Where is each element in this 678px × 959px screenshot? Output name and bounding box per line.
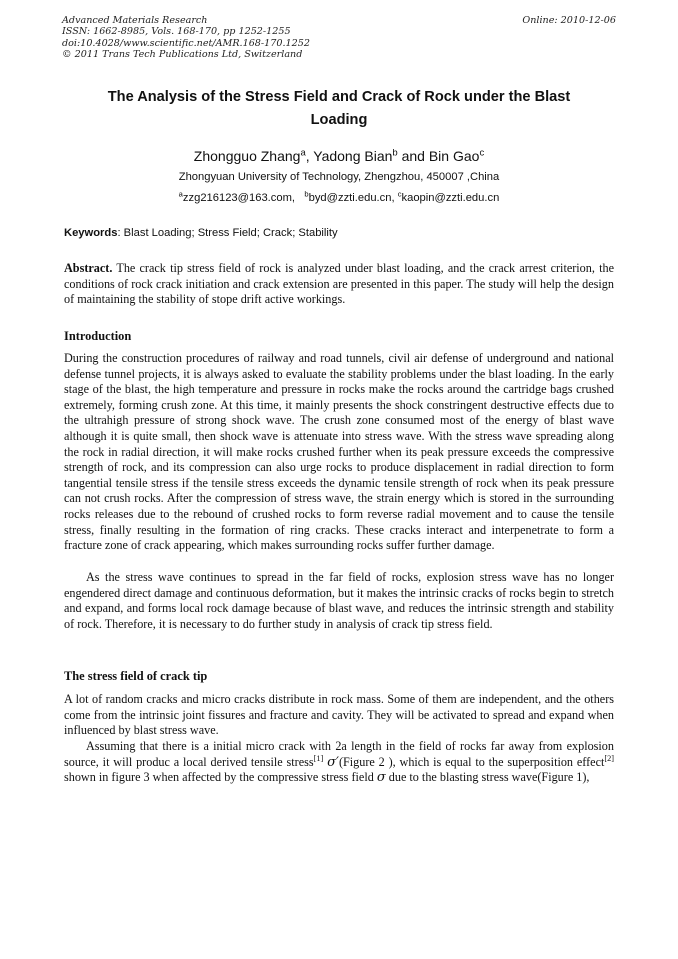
author-separator-1: ,: [305, 148, 314, 164]
journal-name: Advanced Materials Research: [62, 15, 208, 26]
doi-line: doi:10.4028/www.scientific.net/AMR.168-170.1252: [62, 37, 310, 49]
section-heading-stress-field: The stress field of crack tip: [64, 669, 208, 683]
abstract: [64, 261, 614, 308]
online-date: Online: 2010-12-06: [522, 15, 616, 26]
author-separator-2: and: [397, 148, 429, 164]
author-3-mark: c: [479, 147, 485, 159]
intro-paragraph-2: As the stress wave continues to spread in the far field of rocks, explosion stress wave has no longer engendered direct damage and continuous deformation, but it makes the intrinsic cracks of rocks begin to stretch and expand, and forms local rock damage because of blast wave, and reduces the intrinsic strength and stability of rock. Therefore, it is necessary to do further study in analysis of crack tip stress field.: [64, 570, 614, 631]
author-3: Bin Gao: [428, 148, 480, 164]
keywords-label: Keywords: [64, 227, 118, 239]
copyright-line: © 2011 Trans Tech Publications Ltd, Switzerland: [62, 48, 303, 60]
stress-paragraph-1: A lot of random cracks and micro cracks distribute in rock mass. Some of them are independent, and the others come from the intrinsic joint fissures and fracture and cavity. They will be activated to spread and expand when influenced by blast stress wave.: [64, 692, 614, 738]
email-a: zzg216123@163.com,: [182, 192, 296, 204]
citation-2: [2]: [604, 753, 615, 763]
author-1: Zhongguo Zhang: [193, 148, 301, 164]
stress-paragraph-2-text-c: shown in figure 3 when affected by the compressive stress field: [64, 770, 377, 785]
citation-1: [1]: [313, 753, 324, 763]
intro-paragraph-1: During the construction procedures of railway and road tunnels, civil air defense of underground and national defense tunnel projects, it is always asked to evaluate the stability problems under the blast loading. In the early stage of the blast, the high temperature and pressure in rocks make the rocks around the cartridge bags crushed extremely, forming crush zone. At this time, it mainly presents the shock constringent destructive effects due to the ultrahigh pressure of strong shock wave. The crush zone consumed most of the energy of blast wave although it is quite small, then shock wave is attenuate into stress wave. With the stress wave spreading along the rock in radial direction, it will make rocks crushed further when its peak pressure exceeds the compressive strength of rock, and its compression can also urge rocks to produce displacement in radial direction to form tangential tensile stress if the tensile stress exceeds the dynamic tensile strength of rock when its peak pressure can not crush rocks. After the compression of stress wave, the strain energy which is stored in the surrounding rocks releases due to the rebound of crushed rocks to form reverse radial movement and to cause the tensile stress, finally resulting in the formation of ring cracks. These cracks interact and interpenetrate to form a fracture zone of crack appearing, which makes surrounding rocks suffer further damage.: [64, 351, 614, 553]
abstract-label: Abstract.: [64, 261, 113, 275]
title-line-2: Loading: [310, 112, 368, 128]
stress-paragraph-2-text-b: (Figure 2 ), which is equal to the superposition effect: [338, 754, 605, 769]
abstract-text: The crack tip stress field of rock is analyzed under blast loading, and the crack arrest criterion, the conditions of rock crack initiation and crack extension are presented in this paper. The study will help the design of maintaining the stability of stope drift active workings.: [64, 261, 614, 307]
email-c: kaopin@zzti.edu.cn: [401, 192, 500, 204]
author-2-mark: b: [392, 147, 398, 159]
stress-paragraph-2: [64, 739, 614, 786]
stress-paragraph-2-text-d: due to the blasting stress wave(Figure 1),: [385, 770, 590, 785]
email-b: byd@zzti.edu.cn,: [308, 192, 395, 204]
affiliation: Zhongyuan University of Technology, Zhengzhou, 450007 ,China: [178, 171, 500, 183]
sigma-prime-symbol: σ′: [327, 754, 339, 770]
keywords-colon: :: [117, 227, 121, 239]
stress-paragraph-2-text-a: Assuming that there is a initial micro crack with 2a length in the field of rocks far away from explosion source, it will produc a local derived tensile stress: [64, 739, 614, 769]
author-list: [62, 147, 616, 165]
email-c-mark: c: [397, 189, 402, 199]
section-heading-introduction: Introduction: [64, 329, 132, 343]
author-emails: [62, 191, 616, 205]
journal-header: [62, 15, 616, 60]
keywords: [64, 226, 616, 240]
keywords-text: Blast Loading; Stress Field; Crack; Stability: [120, 227, 338, 239]
paper-title: [64, 86, 614, 132]
email-b-mark: b: [304, 189, 309, 199]
sigma-symbol: σ: [376, 770, 386, 786]
issn-line: ISSN: 1662-8985, Vols. 168-170, pp 1252-1255: [62, 26, 291, 38]
author-2: Yadong Bian: [313, 148, 393, 164]
title-line-1: The Analysis of the Stress Field and Crack of Rock under the Blast: [107, 89, 571, 105]
author-1-mark: a: [300, 147, 306, 159]
email-a-mark: a: [178, 189, 183, 199]
